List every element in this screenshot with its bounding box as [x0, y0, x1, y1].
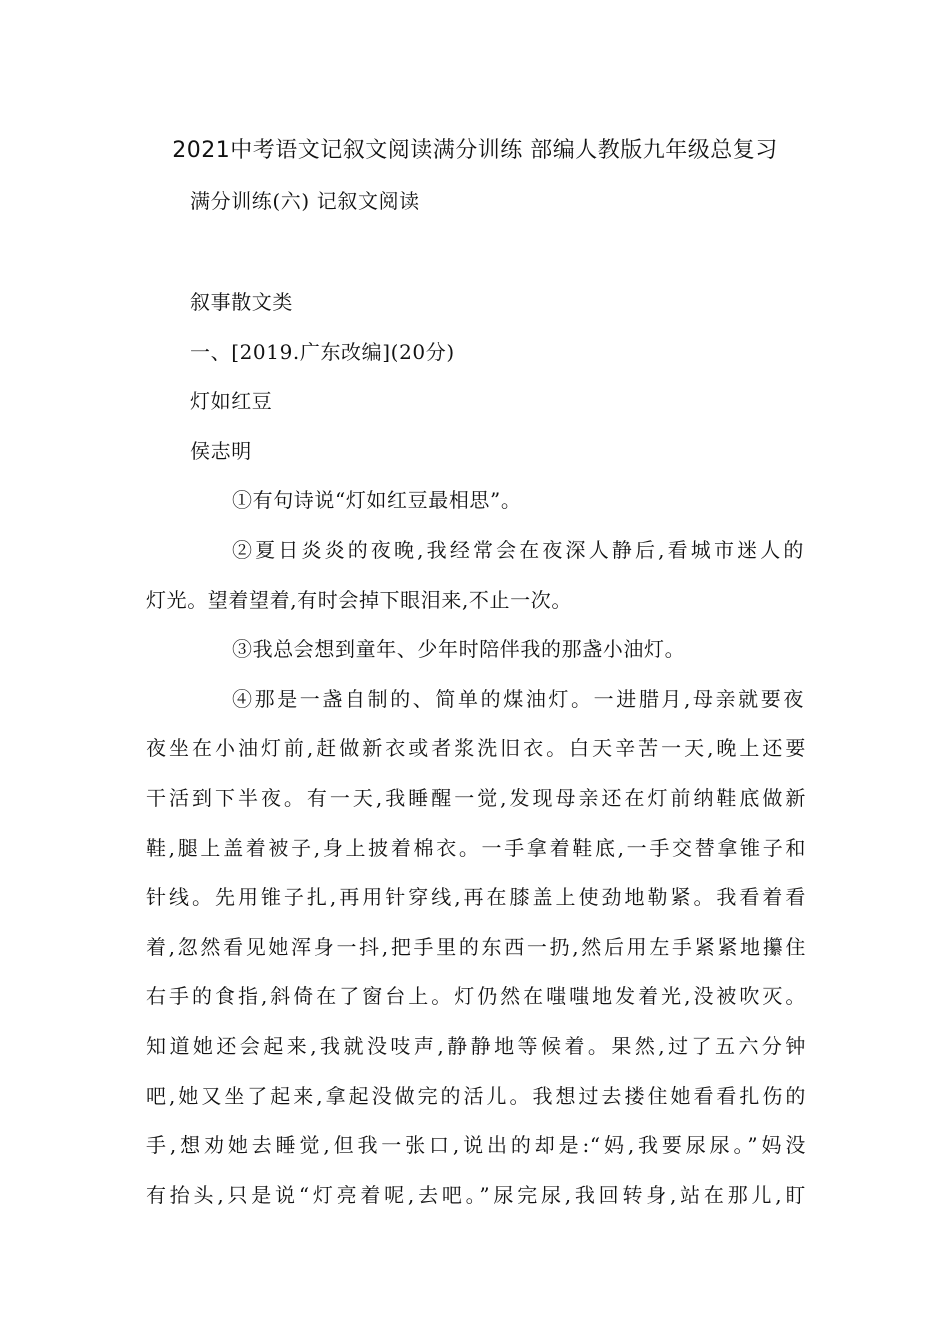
paragraph-line: ①有句诗说“灯如红豆最相思”。 [232, 488, 522, 512]
paragraph-line: 着,忽然看见她浑身一抖,把手里的东西一扔,然后用左手紧紧地攥住 [146, 935, 806, 959]
paragraph-line: 手,想劝她去睡觉,但我一张口,说出的却是:“妈,我要尿尿。”妈没 [146, 1133, 806, 1157]
paragraph-line: 针线。先用锥子扎,再用针穿线,再在膝盖上使劲地勒紧。我看着看 [146, 885, 806, 909]
paragraph-line: 干活到下半夜。有一天,我睡醒一觉,发现母亲还在灯前纳鞋底做新 [146, 786, 806, 810]
paragraph-line: ④那是一盏自制的、简单的煤油灯。一进腊月,母亲就要夜 [232, 687, 804, 711]
paragraph-line: 右手的食指,斜倚在了窗台上。灯仍然在嗤嗤地发着光,没被吹灭。 [146, 984, 806, 1008]
paragraph-line: 灯光。望着望着,有时会掉下眼泪来,不止一次。 [146, 588, 572, 612]
paragraph-line: 知道她还会起来,我就没吱声,静静地等候着。果然,过了五六分钟 [146, 1034, 806, 1058]
paragraph-line: 吧,她又坐了起来,拿起没做完的活儿。我想过去搂住她看看扎伤的 [146, 1084, 806, 1108]
document-title: 2021中考语文记叙文阅读满分训练 部编人教版九年级总复习 [172, 138, 778, 163]
question-heading: 一、[2019.广东改编](20分) [190, 340, 455, 364]
paragraph-line: ③我总会想到童年、少年时陪伴我的那盏小油灯。 [232, 637, 686, 661]
paragraph-line: 夜坐在小油灯前,赶做新衣或者浆洗旧衣。白天辛苦一天,晚上还要 [146, 736, 806, 760]
essay-author: 侯志明 [190, 439, 252, 463]
essay-title: 灯如红豆 [190, 389, 273, 413]
document-subtitle: 满分训练(六) 记叙文阅读 [190, 189, 420, 213]
paragraph-line: 鞋,腿上盖着被子,身上披着棉衣。一手拿着鞋底,一手交替拿锥子和 [146, 836, 806, 860]
section-heading: 叙事散文类 [190, 290, 293, 314]
paragraph-line: 有抬头,只是说“灯亮着呢,去吧。”尿完尿,我回转身,站在那儿,盯 [146, 1183, 806, 1207]
paragraph-line: ②夏日炎炎的夜晚,我经常会在夜深人静后,看城市迷人的 [232, 538, 804, 562]
